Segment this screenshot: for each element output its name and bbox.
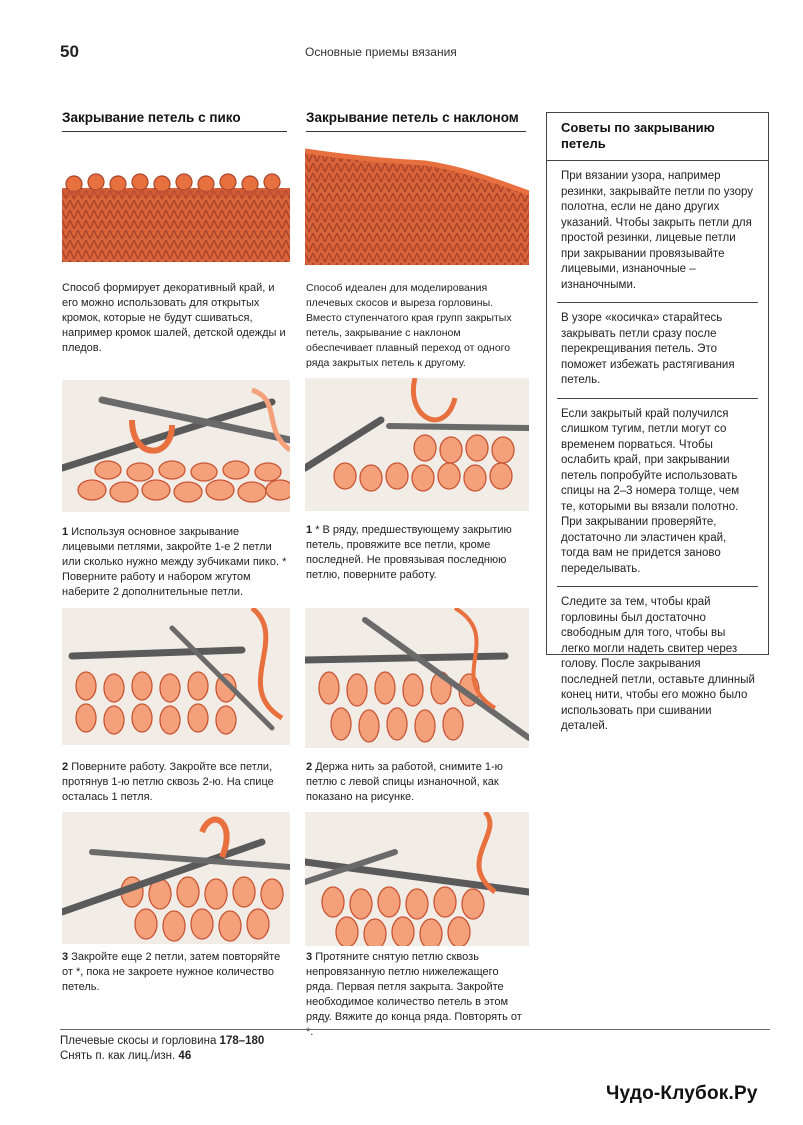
slope-step3-illustration (305, 812, 529, 946)
step-description: Закройте еще 2 петли, затем повторяйте от *, пока не закроете нужное количество петель. (62, 951, 281, 993)
footer-ref-label: Плечевые скосы и горловина (60, 1035, 217, 1047)
tip-divider (557, 398, 758, 399)
slope-intro: Способ идеален для моделирования плечевых скосов и выреза горловины. Вместо ступенчатого края групп закрытых петель, закрывание с наклоном обеспечивает плавный переход от одного ряда закрытых петель к другому. (306, 282, 512, 369)
running-title: Основные приемы вязания (305, 45, 457, 59)
step-description: Протяните снятую петлю сквозь непровязанную петлю нижележащего ряда. Первая петля закрыта. Закройте необходимое количество петель в этом ряду. Вяжите до конца ряда. Повторять от *. (306, 951, 522, 1038)
tip-divider (557, 302, 758, 303)
site-watermark: Чудо-Клубок.Ру (606, 1083, 758, 1104)
step-number: 1 (306, 524, 313, 536)
step-description: Держа нить за работой, снимите 1-ю петлю с левой спицы изнаночной, как показано на рисунке. (306, 761, 503, 803)
footer-rule (60, 1029, 770, 1030)
step-number: 1 (62, 526, 69, 538)
step-description: * В ряду, предшествующему закрытию петель, провяжите все петли, кроме последней. Не провязывая последнюю петлю, поверните работу. (306, 524, 512, 581)
slope-step1-illustration (305, 378, 529, 511)
slope-edge-photo (305, 143, 529, 265)
slope-section-title: Закрывание петель с наклоном (306, 110, 526, 132)
slope-step1-text (306, 523, 528, 583)
sidebar-title: Советы по закрыванию петель (547, 113, 768, 161)
picot-section-title: Закрывание петель с пико (62, 110, 287, 132)
step-description: Поверните работу. Закройте все петли, протянув 1-ю петлю сквозь 2-ю. На спице осталась 1 петля. (62, 761, 274, 803)
picot-step2-text (62, 760, 290, 805)
picot-step1-illustration (62, 380, 290, 512)
tip-4: Следите за тем, чтобы край горловины был достаточно свободным для того, чтобы вы легко могли надеть свитер через голову. После закрывания последней петли, оставьте длинный конец нити, чтобы его можно было использовать при сшивании деталей. (561, 596, 755, 732)
footer-ref-pages: 178–180 (219, 1035, 265, 1047)
step-number: 3 (306, 951, 313, 963)
tip-2: В узоре «косичка» старайтесь закрывать петли сразу после перекрещивания петель. Это поможет избежать растягивания петель. (561, 312, 735, 386)
footer-ref-pages: 46 (178, 1050, 192, 1062)
step-number: 3 (62, 951, 69, 963)
picot-edge-photo (62, 150, 290, 262)
picot-step2-illustration (62, 608, 290, 745)
slope-step2-illustration (305, 608, 529, 748)
picot-step1-text (62, 525, 290, 600)
tip-3: Если закрытый край получился слишком тугим, петли могут со временем порваться. Чтобы ослабить край, при закрывании петель попробуйте использовать спицы на 2–3 номера толще, чем те, которыми вы вязали полотно. При закрывании проверяйте, достаточно ли эластичен край, тогда вам не придется заново переделывать. (561, 407, 740, 575)
picot-step3-illustration (62, 812, 290, 944)
tips-sidebar (546, 112, 769, 732)
tip-1: При вязании узора, например резинки, закрывайте петли по узору полотна, если не дано других указаний. Чтобы закрыть петли для простой резинки, лицевые петли при закрывании провязывайте лицевыми, изнаночные – изнаночными. (561, 170, 754, 291)
step-number: 2 (306, 761, 313, 773)
slope-step2-text (306, 760, 528, 805)
tip-divider (557, 586, 758, 587)
picot-intro: Способ формирует декоративный край, и его можно использовать для открытых кромок, которые не будут сшиваться, например кромок шалей, детской одежды и пледов. (62, 282, 286, 354)
slope-step3-text (306, 950, 528, 1040)
footer-ref-1 (60, 1034, 264, 1049)
picot-step3-text (62, 950, 290, 995)
footer-ref-label: Снять п. как лиц./изн. (60, 1050, 176, 1062)
page-number: 50 (60, 42, 79, 61)
step-description: Используя основное закрывание лицевыми петлями, закройте 1-е 2 петли или сколько нужно между зубчиками пико. * Поверните работу и набором жгутом наберите 2 дополнительные петли. (62, 526, 287, 598)
footer-ref-2 (60, 1049, 191, 1064)
step-number: 2 (62, 761, 69, 773)
